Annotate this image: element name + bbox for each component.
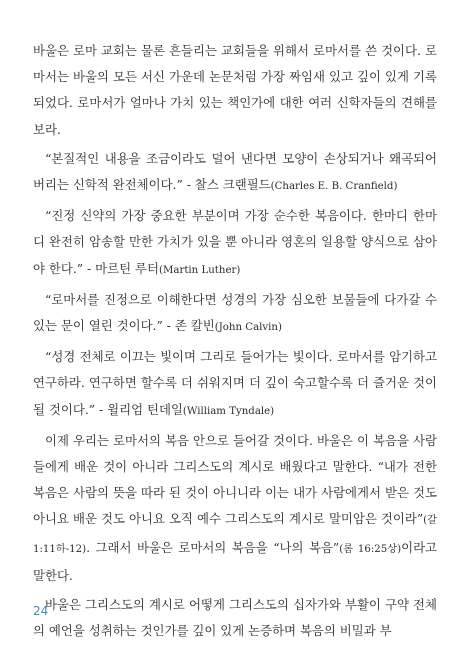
revelation-text: 바울은 그리스도의 계시로 어떻게 그리스도의 십자가와 부활이 구약 전체의 예언을 성취하는 것인가를 깊이 있게 논증하며 복음의 비밀과 부 xyxy=(33,597,437,639)
quote-source: (John Calvin) xyxy=(214,322,282,334)
page-number: 24 xyxy=(33,604,49,618)
quote-source: (Charles E. B. Cranfield) xyxy=(270,181,398,193)
gospel-text-cont: . 그래서 바울은 로마서의 복음을 “나의 복음” xyxy=(86,539,340,555)
scripture-reference: (갈 1:11하-12) xyxy=(33,515,437,555)
gospel-paragraph xyxy=(33,428,437,589)
quote-text: “본질적인 내용을 조금이라도 덜어 낸다면 모양이 손상되거나 왜곡되어 버리는 신학적 완전체이다.” - 찰스 크랜필드 xyxy=(33,150,437,193)
gospel-text-end: 이라고 말한다. xyxy=(33,539,438,583)
quote-text: “로마서를 진정으로 이해한다면 성경의 가장 심오한 보물들에 다가갈 수 있는 문이 열린 것이다.” - 존 칼빈 xyxy=(33,291,437,334)
quote-tyndale xyxy=(33,344,437,425)
quote-source: (William Tyndale) xyxy=(182,405,275,417)
quote-text: “성경 전체로 이끄는 빛이며 그리로 들어가는 빛이다. 로마서를 암기하고 연구하라. 연구하면 할수록 더 쉬워지며 더 깊이 숙고할수록 더 즐거운 것이 될 것이다.” - 윌리엄 틴데일 xyxy=(33,349,437,417)
quote-calvin xyxy=(33,287,437,341)
quote-text: “진정 신약의 가장 중요한 부분이며 가장 순수한 복음이다. 한마디 한마디 완전히 암송할 만한 가치가 있을 뿐 아니라 영혼의 일용할 양식으로 삼아야 한다.” - 마르틴 루터 xyxy=(33,208,437,276)
page-body xyxy=(33,38,437,647)
scripture-reference: (롬 16:25상) xyxy=(339,543,402,555)
quote-cranfield xyxy=(33,146,437,200)
quote-luther xyxy=(33,203,437,284)
intro-text: 바울은 로마 교회는 물론 흔들리는 교회들을 위해서 로마서를 쓴 것이다. 로마서는 바울의 모든 서신 가운데 논문처럼 가장 짜임새 있고 깊이 있게 기록되었다. 로마서가 얼마나 가치 있는 책인가에 대한 여러 신학자들의 견해를 보라. xyxy=(33,43,437,137)
quote-source: (Martin Luther) xyxy=(158,264,241,276)
gospel-text: 이제 우리는 로마서의 복음 안으로 들어갈 것이다. 바울은 이 복음을 사람들에게 배운 것이 아니라 그리스도의 계시로 배웠다고 말한다. “내가 전한 복음은 사람의 뜻을 따라 된 것이 아니니라 이는 내가 사람에게서 받은 것도 아니요 배운 것도 아니요 오직 예수 그리스도의 계시로 말미암은 것이라” xyxy=(33,432,437,527)
revelation-paragraph xyxy=(33,592,437,644)
intro-paragraph xyxy=(33,38,437,143)
